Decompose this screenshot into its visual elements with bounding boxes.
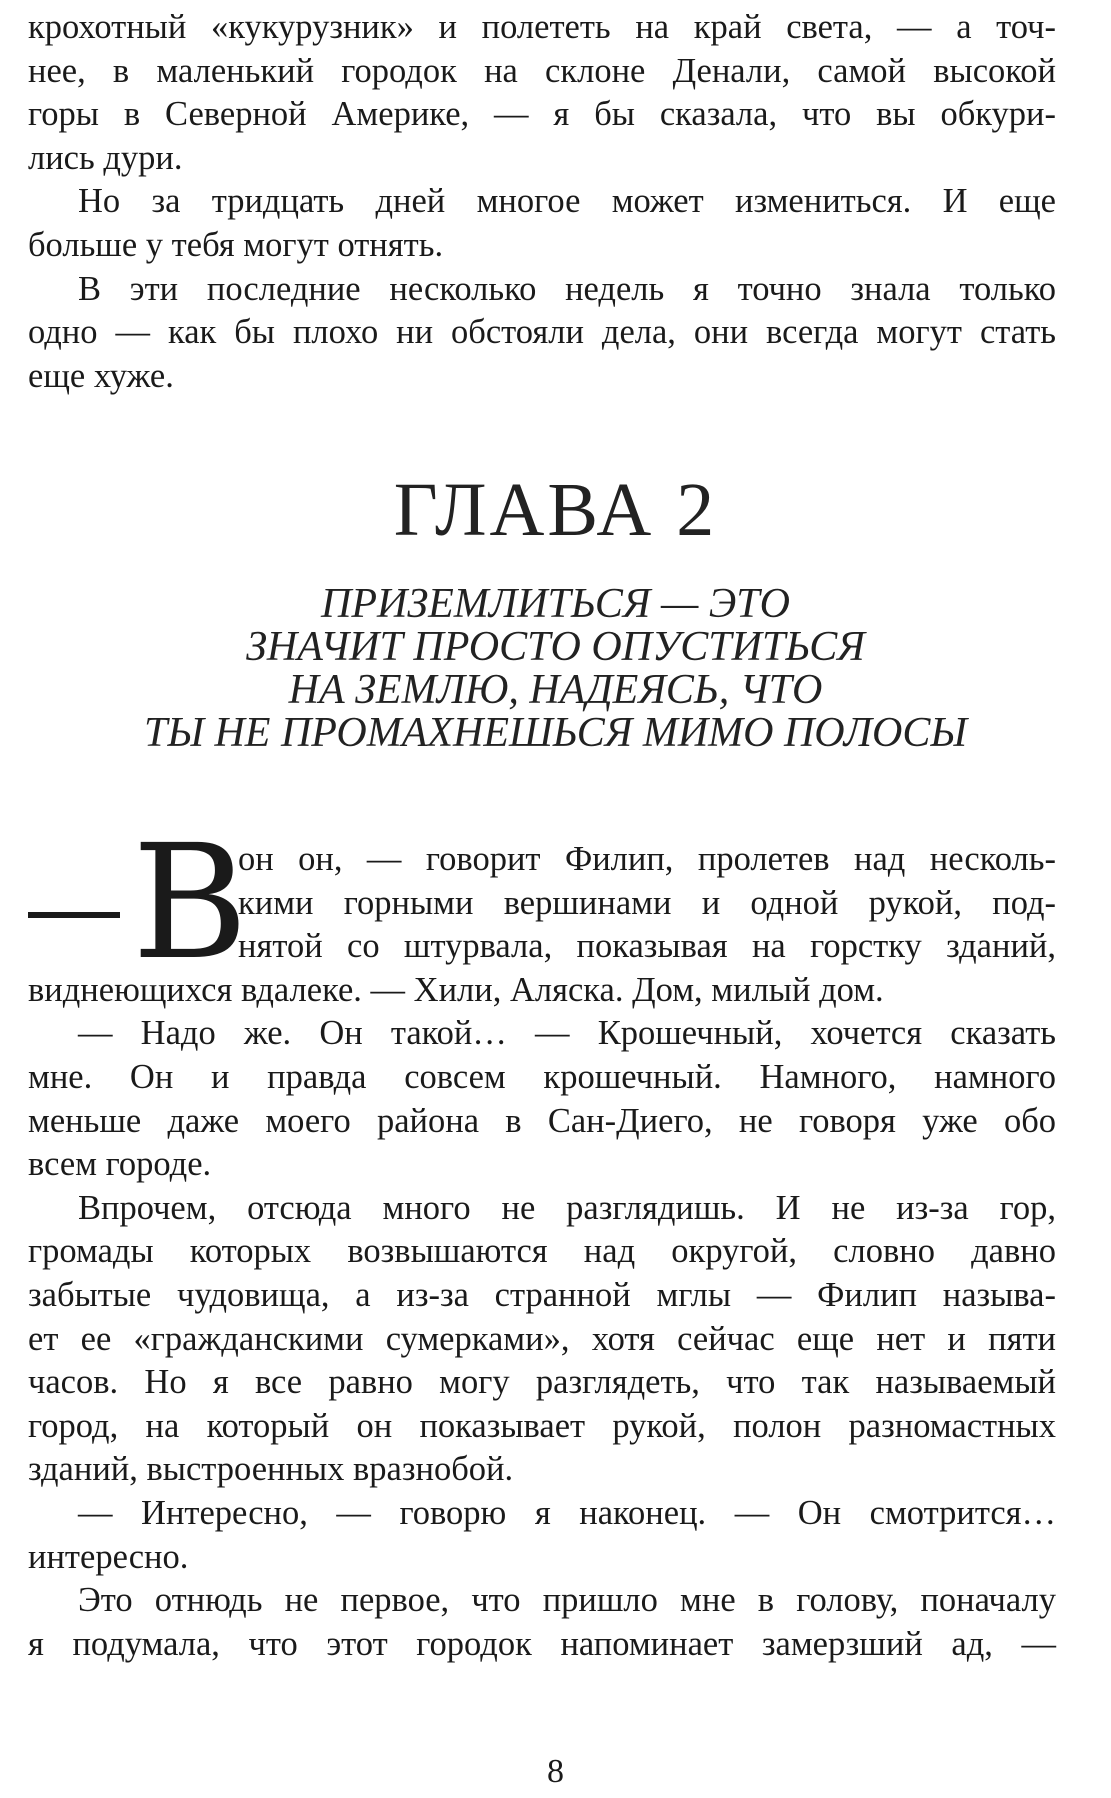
chapter-subtitle-line: НА ЗЕМЛЮ, НАДЕЯСЬ, ЧТО	[288, 667, 823, 713]
page-number: 8	[547, 1753, 564, 1790]
text-line: ет ее «гражданскими сумерками», хотя сейчас еще нет и пяти	[28, 1319, 1056, 1358]
text-line: — Надо же. Он такой… — Крошечный, хочется сказать	[78, 1014, 1056, 1053]
text-line: лись дури.	[28, 138, 183, 177]
text-line: В эти последние несколько недель я точно знала только	[78, 269, 1056, 308]
text-line: забытые чудовища, а из-за странной мглы — Филип называ-	[28, 1275, 1056, 1314]
text-line: Но за тридцать дней многое может измениться. И еще	[78, 182, 1056, 221]
drop-cap: В	[132, 811, 249, 995]
text-line: Это отнюдь не первое, что пришло мне в голову, поначалу	[78, 1581, 1056, 1620]
text-line: Впрочем, отсюда много не разглядишь. И не из-за гор,	[78, 1188, 1056, 1227]
chapter-subtitle-line: ПРИЗЕМЛИТЬСЯ — ЭТО	[321, 581, 790, 627]
chapter-subtitle-line: ЗНАЧИТ ПРОСТО ОПУСТИТЬСЯ	[246, 624, 865, 670]
text-line: больше у тебя могут отнять.	[28, 225, 444, 264]
text-line: виднеющихся вдалеке. — Хили, Аляска. Дом, милый дом.	[28, 970, 884, 1009]
chapter-title: ГЛАВА 2	[393, 468, 718, 552]
text-line: горы в Северной Америке, — я бы сказала, что вы обкури-	[28, 95, 1056, 134]
text-line: зданий, выстроенных вразнобой.	[28, 1450, 514, 1489]
text-line: — Интересно, — говорю я наконец. — Он смотрится…	[78, 1493, 1056, 1532]
chapter-subtitle-line: ТЫ НЕ ПРОМАХНЕШЬСЯ МИМО ПОЛОСЫ	[143, 710, 968, 756]
chapter-subtitle	[0, 583, 1111, 755]
text-line: часов. Но я все равно могу разглядеть, что так называемый	[28, 1363, 1056, 1402]
chapter-body	[28, 838, 1056, 1666]
text-line: я подумала, что этот городок напоминает замерзший ад, —	[28, 1624, 1056, 1663]
text-line: мне. Он и правда совсем крошечный. Намного, намного	[28, 1057, 1056, 1096]
text-line: нятой со штурвала, показывая на горстку зданий,	[238, 927, 1056, 966]
text-line: интересно.	[28, 1537, 189, 1576]
text-line: еще хуже.	[28, 356, 174, 395]
text-line: город, на который он показывает рукой, полон разномастных	[28, 1406, 1056, 1445]
text-line: одно — как бы плохо ни обстояли дела, они всегда могут стать	[28, 313, 1056, 352]
text-line: нее, в маленький городок на склоне Денали, самой высокой	[28, 51, 1056, 90]
text-line: громады которых возвышаются над округой, словно давно	[28, 1232, 1056, 1271]
top-paragraphs	[28, 6, 1056, 398]
text-line: он он, — говорит Филип, пролетев над несколь-	[238, 840, 1056, 878]
text-line: меньше даже моего района в Сан-Диего, не говоря уже обо	[28, 1101, 1056, 1140]
text-line: всем городе.	[28, 1145, 212, 1184]
text-line: крохотный «кукурузник» и полететь на край света, — а точ-	[28, 8, 1056, 46]
text-line: кими горными вершинами и одной рукой, под-	[238, 883, 1056, 922]
